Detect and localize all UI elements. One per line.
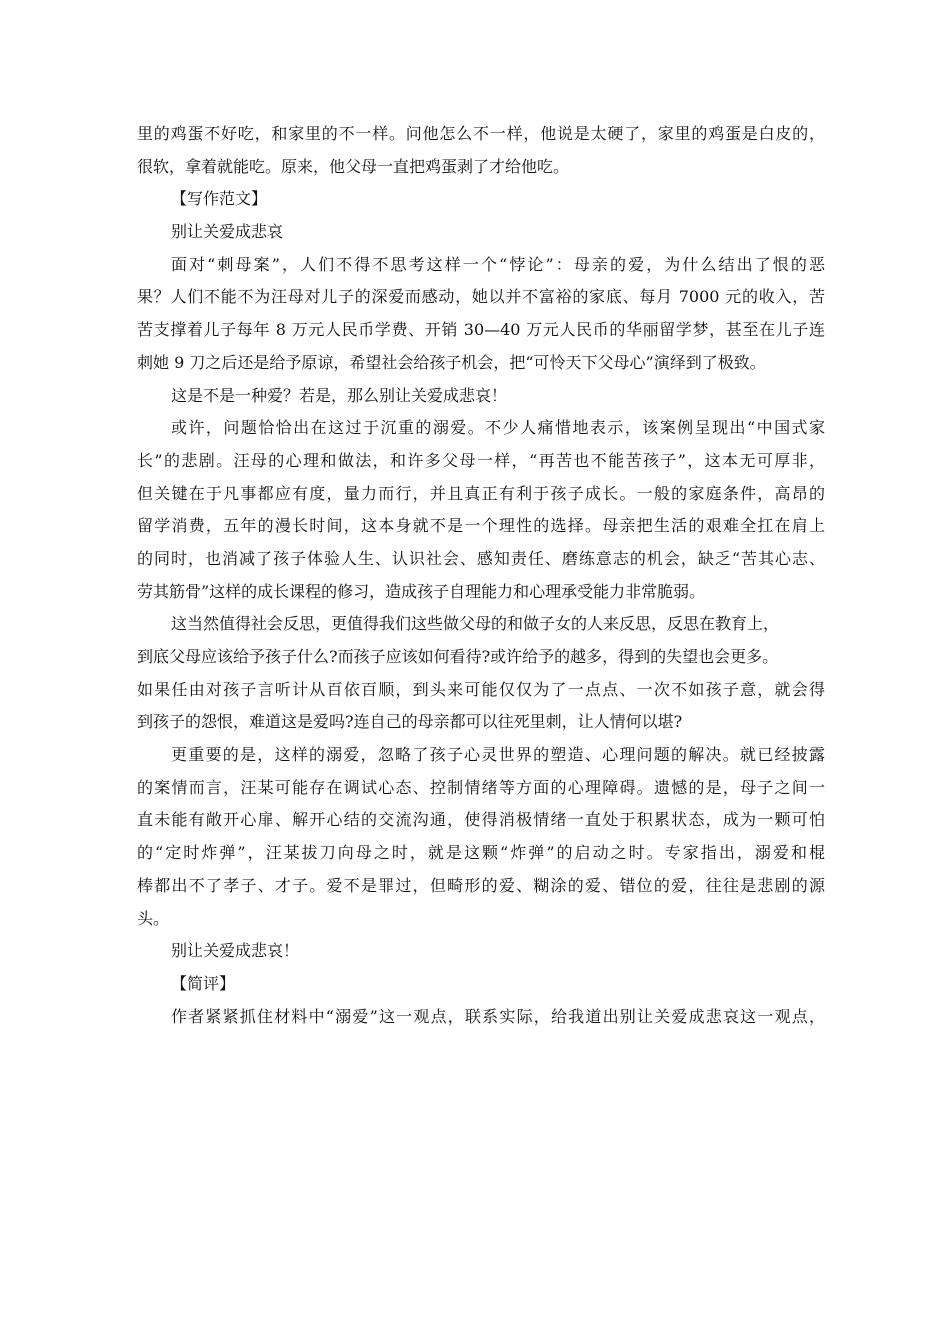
paragraph-line: 这是不是一种爱？若是，那么别让关爱成悲哀！	[171, 385, 508, 405]
paragraph-line: 长”的悲剧。汪母的心理和做法，和许多父母一样，“再苦也不能苦孩子”，这本无可厚非，	[137, 450, 825, 470]
paragraph-line: 或许，问题恰恰出在这过于沉重的溺爱。不少人痛惜地表示，该案例呈现出“中国式家	[171, 418, 825, 438]
paragraph-line: 里的鸡蛋不好吃，和家里的不一样。问他怎么不一样，他说是太硬了，家里的鸡蛋是白皮的，	[137, 124, 825, 143]
paragraph-line: 苦支撑着儿子每年 8 万元人民币学费、开销 30—40 万元人民币的华丽留学梦，甚至在儿子连	[137, 320, 825, 340]
essay-title: 别让关爱成悲哀	[171, 222, 284, 242]
paragraph-line: 很软，拿着就能吃。原来，他父母一直把鸡蛋剥了才给他吃。	[137, 156, 570, 176]
paragraph-line: 刺她 9 刀之后还是给予原谅，希望社会给孩子机会，把“可怜天下父母心”演绎到了极致。	[137, 352, 766, 372]
paragraph-line: 直未能有敞开心扉、解开心结的交流沟通，使得消极情绪一直处于积累状态，成为一颗可怕	[137, 810, 825, 830]
paragraph-line: 头。	[137, 908, 170, 928]
paragraph-line: 的案情而言，汪某可能存在调试心态、控制情绪等方面的心理障碍。遗憾的是，母子之间一	[137, 777, 825, 797]
section-heading-brief-review: 【简评】	[171, 973, 236, 993]
section-heading-writing-sample: 【写作范文】	[171, 189, 268, 209]
paragraph-line: 到孩子的怨恨，难道这是爱吗?连自己的母亲都可以往死里刺，让人情何以堪?	[137, 712, 683, 732]
paragraph-line: 的“定时炸弹”，汪某拔刀向母之时，就是这颗“炸弹”的启动之时。专家指出，溺爱和棍	[137, 843, 825, 863]
paragraph-line: 果？人们不能不为汪母对儿子的深爱而感动，她以并不富裕的家底、每月 7000 元的收入，苦	[137, 287, 825, 307]
paragraph-line: 劳其筋骨”这样的成长课程的修习，造成孩子自理能力和心理承受能力非常脆弱。	[137, 581, 706, 601]
paragraph-line: 棒都出不了孝子、才子。爱不是罪过，但畸形的爱、糊涂的爱、错位的爱，往往是悲剧的源	[137, 875, 825, 895]
paragraph-line: 留学消费，五年的漫长时间，这本身就不是一个理性的选择。母亲把生活的艰难全扛在肩上	[137, 516, 825, 536]
paragraph-line: 但关键在于凡事都应有度，量力而行，并且真正有利于孩子成长。一般的家庭条件，高昂的	[137, 483, 825, 503]
paragraph-line: 如果任由对孩子言听计从百依百顺，到头来可能仅仅为了一点点、一次不如孩子意，就会得	[137, 679, 825, 699]
paragraph-line: 作者紧紧抓住材料中“溺爱”这一观点，联系实际，给我道出别让关爱成悲哀这一观点，	[171, 1006, 825, 1026]
paragraph-line: 面对“刺母案”，人们不得不思考这样一个“悖论”：母亲的爱，为什么结出了恨的恶	[171, 254, 825, 274]
paragraph-line: 别让关爱成悲哀！	[171, 941, 300, 961]
paragraph-line: 更重要的是，这样的溺爱，忽略了孩子心灵世界的塑造、心理问题的解决。就已经披露	[171, 745, 825, 765]
paragraph-line: 这当然值得社会反思，更值得我们这些做父母的和做子女的人来反思，反思在教育上，	[171, 614, 780, 634]
document-body	[137, 118, 825, 1033]
paragraph-line: 到底父母应该给予孩子什么?而孩子应该如何看待?或许给予的越多，得到的失望也会更多。	[137, 647, 779, 666]
paragraph-line: 的同时，也消减了孩子体验人生、认识社会、感知责任、磨练意志的机会，缺乏“苦其心志、	[137, 548, 825, 568]
